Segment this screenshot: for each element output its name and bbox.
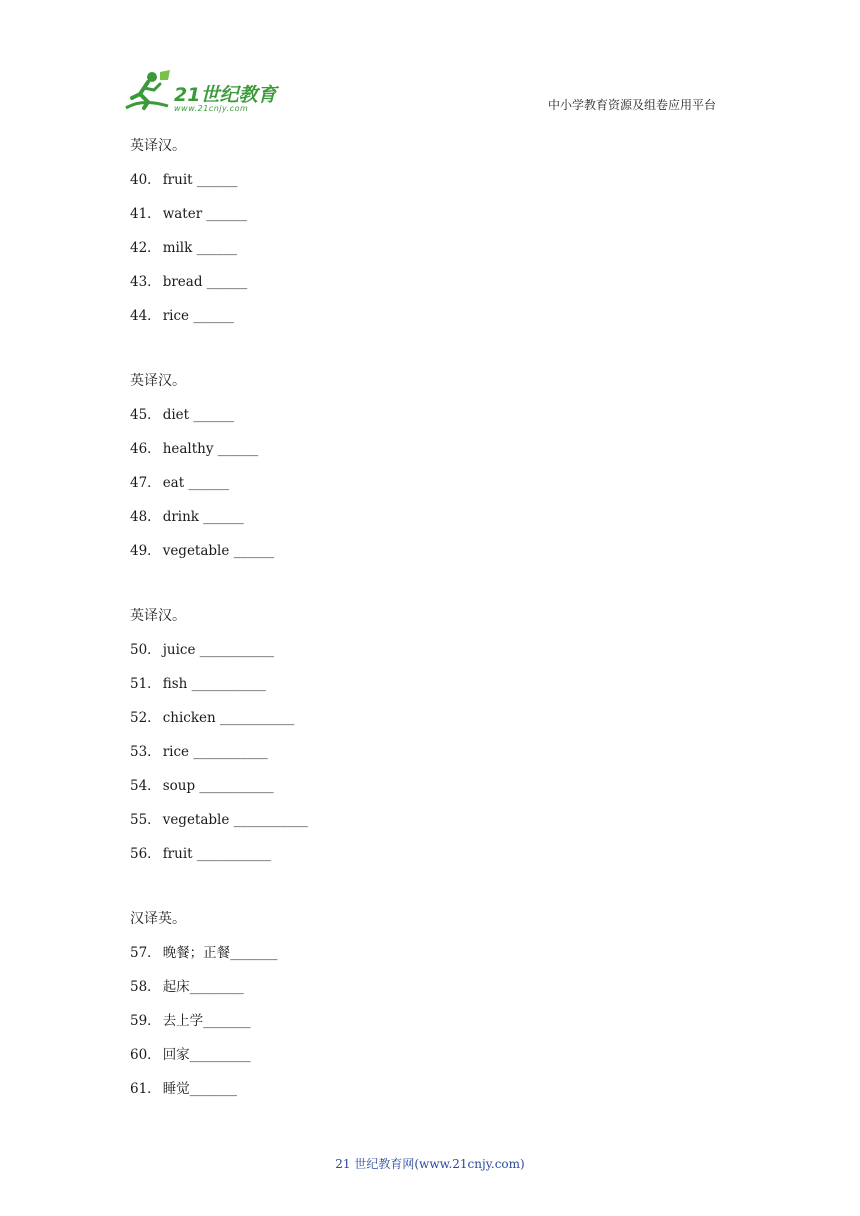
- answer-blank[interactable]: ______: [233, 543, 275, 559]
- item-word: healthy: [162, 441, 214, 457]
- item-number: 59．: [130, 1013, 161, 1029]
- item-number: 60．: [130, 1047, 161, 1063]
- answer-blank[interactable]: ______: [193, 407, 234, 423]
- item-word: juice: [162, 642, 196, 658]
- item-number: 55．: [130, 812, 161, 828]
- item-number: 58．: [130, 979, 161, 995]
- exercise-item: [130, 238, 770, 272]
- answer-blank[interactable]: ______: [203, 509, 244, 525]
- platform-name: 中小学教育资源及组卷应用平台: [548, 98, 717, 112]
- exercise-item: [130, 405, 770, 439]
- exercise-item: [130, 708, 770, 742]
- answer-blank[interactable]: ___________: [219, 710, 295, 726]
- item-number: 41．: [130, 206, 161, 222]
- item-word: diet: [162, 407, 190, 423]
- item-number: 47．: [130, 475, 161, 491]
- exercise-item: [130, 776, 770, 810]
- answer-blank[interactable]: ___________: [199, 642, 274, 658]
- exercise-item: [130, 674, 770, 708]
- exercise-item: [130, 170, 770, 204]
- exercise-item: [130, 1045, 770, 1079]
- item-word: water: [162, 206, 203, 222]
- answer-blank[interactable]: _______: [189, 1081, 237, 1097]
- logo-text: 21世纪教育: [174, 84, 277, 106]
- answer-blank[interactable]: ______: [196, 240, 238, 256]
- item-word: 晚餐；正餐: [162, 945, 231, 961]
- answer-blank[interactable]: ______: [188, 475, 229, 491]
- item-word: milk: [162, 240, 193, 256]
- item-number: 42．: [130, 240, 161, 256]
- section-3: [130, 606, 770, 878]
- exercise-item: [130, 272, 770, 306]
- exercise-item: [130, 204, 770, 238]
- exercise-item: [130, 507, 770, 541]
- answer-blank[interactable]: _________: [189, 1047, 251, 1063]
- page-header: [0, 0, 860, 130]
- item-word: drink: [162, 509, 199, 525]
- item-word: fruit: [162, 846, 193, 862]
- section-title: 汉译英。: [130, 911, 186, 927]
- item-word: fruit: [162, 172, 193, 188]
- answer-blank[interactable]: ___________: [233, 812, 308, 828]
- answer-blank[interactable]: _______: [230, 945, 278, 961]
- logo: [122, 68, 292, 116]
- item-number: 52．: [130, 710, 161, 726]
- item-word: vegetable: [162, 812, 230, 828]
- answer-blank[interactable]: ___________: [193, 744, 268, 760]
- item-word: bread: [162, 274, 203, 290]
- item-number: 51．: [130, 676, 161, 692]
- answer-blank[interactable]: ______: [206, 274, 248, 290]
- answer-blank[interactable]: _______: [203, 1013, 251, 1029]
- answer-blank[interactable]: ______: [206, 206, 247, 222]
- item-number: 49．: [130, 543, 161, 559]
- item-number: 43．: [130, 274, 161, 290]
- item-number: 54．: [130, 778, 161, 794]
- exercise-item: [130, 1079, 770, 1113]
- item-word: vegetable: [162, 543, 230, 559]
- exercise-item: [130, 1011, 770, 1045]
- item-word: eat: [162, 475, 185, 491]
- item-word: fish: [162, 676, 188, 692]
- item-word: chicken: [162, 710, 216, 726]
- answer-blank[interactable]: ______: [193, 308, 234, 324]
- item-number: 50．: [130, 642, 161, 658]
- exercise-item: [130, 742, 770, 776]
- item-word: soup: [162, 778, 196, 794]
- item-number: 56．: [130, 846, 161, 862]
- section-2: [130, 371, 770, 575]
- answer-blank[interactable]: ___________: [191, 676, 266, 692]
- item-number: 40．: [130, 172, 161, 188]
- section-title: 英译汉。: [130, 138, 186, 154]
- section-title: 英译汉。: [130, 608, 186, 624]
- item-number: 61．: [130, 1081, 161, 1097]
- section-title: 英译汉。: [130, 373, 186, 389]
- exercise-item: [130, 977, 770, 1011]
- section-1: [130, 136, 770, 340]
- item-number: 46．: [130, 441, 161, 457]
- exercise-item: [130, 439, 770, 473]
- item-word: 回家: [162, 1047, 190, 1063]
- item-word: rice: [162, 308, 190, 324]
- runner-logo-icon: [122, 68, 172, 114]
- exercise-item: [130, 306, 770, 340]
- exercise-item: [130, 844, 770, 878]
- exercise-item: [130, 640, 770, 674]
- item-word: 起床: [162, 979, 190, 995]
- logo-url: www.21cnjy.com: [174, 104, 249, 113]
- exercise-item: [130, 810, 770, 844]
- section-4: [130, 909, 770, 1113]
- item-number: 57．: [130, 945, 161, 961]
- exercise-item: [130, 943, 770, 977]
- answer-blank[interactable]: ________: [189, 979, 244, 995]
- exercise-content: [130, 136, 770, 1144]
- answer-blank[interactable]: ___________: [199, 778, 274, 794]
- item-word: 去上学: [162, 1013, 204, 1029]
- item-word: rice: [162, 744, 190, 760]
- answer-blank[interactable]: ______: [196, 172, 238, 188]
- item-number: 45．: [130, 407, 161, 423]
- answer-blank[interactable]: ______: [217, 441, 259, 457]
- item-number: 48．: [130, 509, 161, 525]
- item-word: 睡觉: [162, 1081, 190, 1097]
- answer-blank[interactable]: ___________: [196, 846, 272, 862]
- exercise-item: [130, 541, 770, 575]
- page-footer[interactable]: 21 世纪教育网(www.21cnjy.com): [335, 1157, 525, 1171]
- exercise-item: [130, 473, 770, 507]
- item-number: 44．: [130, 308, 161, 324]
- item-number: 53．: [130, 744, 161, 760]
